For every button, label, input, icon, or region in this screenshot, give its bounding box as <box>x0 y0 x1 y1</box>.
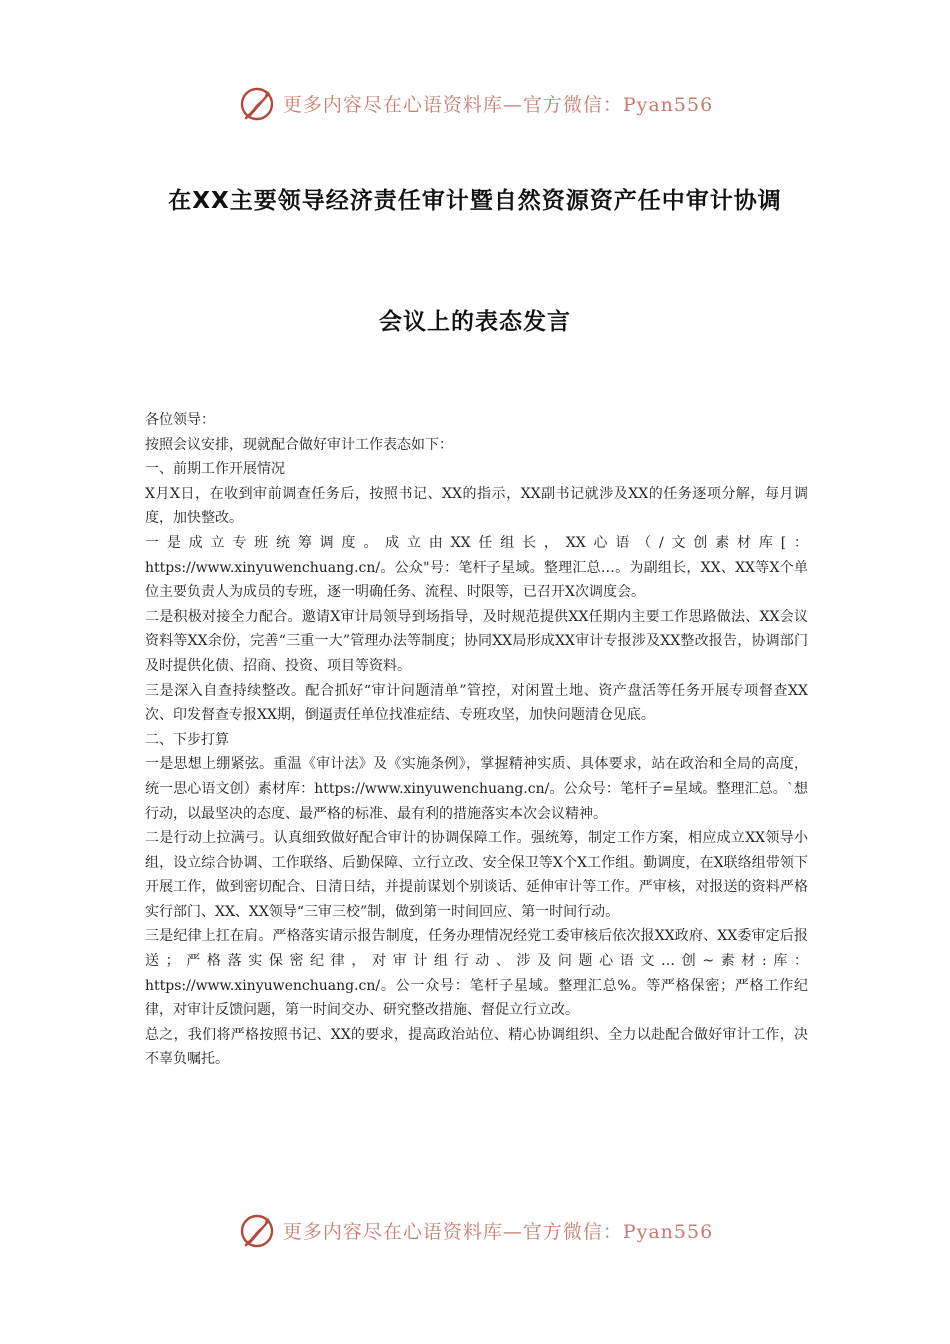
document-title-line-1: 在XX主要领导经济责任审计暨自然资源资产任中审计协调 <box>168 188 782 214</box>
footer-banner <box>0 1205 950 1255</box>
body-paragraph: 二是积极对接全力配合。邀请X审计局领导到场指导，及时规范提供XX任期内主要工作思路做法、XX会议资料等XX余份，完善“三重一大”管理办法等制度；协同XX局形成XX审计专报涉及XX整改报告，协调部门及时提供化债、招商、投资、项目等资料。 <box>145 608 808 674</box>
intro-paragraph: 按照会议安排，现就配合做好审计工作表态如下： <box>145 436 453 453</box>
banner-text: 更多内容尽在心语资料库—官方微信：Pyan556 <box>282 93 714 116</box>
quill-pen-icon <box>237 1210 277 1250</box>
header-banner <box>0 78 950 128</box>
body-paragraph: 二是行动上拉满弓。认真细致做好配合审计的协调保障工作。强统筹，制定工作方案，相应成立XX领导小组，设立综合协调、工作联络、后勤保障、立行立改、安全保卫等X个X工作组。勤调度，在X联络组带领下开展工作，做到密切配合、日清日结，并提前谋划个别谈话、延伸审计等工作。严审核，对报送的资料严格实行部门、XX、XX领导“三审三校”制，做到第一时间回应、第一时间行动。 <box>145 830 808 920</box>
banner-text: 更多内容尽在心语资料库—官方微信：Pyan556 <box>282 1220 714 1243</box>
salutation: 各位领导： <box>145 412 215 428</box>
closing-paragraph: 总之，我们将严格按照书记、XX的要求，提高政治站位、精心协调组织、全力以赴配合做好审计工作，决不辜负嘱托。 <box>145 1026 808 1068</box>
document-title-line-2: 会议上的表态发言 <box>379 309 571 335</box>
section-heading-1: 一、前期工作开展情况 <box>145 461 285 478</box>
body-paragraph: 一是思想上绷紧弦。重温《审计法》及《实施条例》，掌握精神实质、具体要求，站在政治和全局的高度，统一思心语文创）素材库：https://www.xinyuwenchuang.cn/。公众号：笔杆子=星域。整理汇总。`想行动，以最坚决的态度、最严格的标准、最有利的措施落实本次会议精神。 <box>145 756 808 822</box>
section-heading-2: 二、下步打算 <box>145 731 229 748</box>
body-paragraph: 三是深入自查持续整改。配合抓好“审计问题清单”管控，对闲置土地、资产盘活等任务开展专项督查XX次、印发督查专报XX期，倒逼责任单位找准症结、专班攻坚，加快问题清仓见底。 <box>145 682 808 724</box>
document-body <box>145 408 808 1072</box>
body-paragraph: X月X日，在收到审前调查任务后，按照书记、XX的指示，XX副书记就涉及XX的任务逐项分解，每月调度，加快整改。 <box>145 485 808 527</box>
body-paragraph: 三是纪律上扛在肩。严格落实请示报告制度，任务办理情况经党工委审核后依次报XX政府、XX委审定后报送；严格落实保密纪律，对审计组行动、涉及问题心语文…创~素材:库：https://www.xinyuwenchuang.cn/。公一众号：笔杆子星域。整理汇总%。等严格保密；严格工作纪律，对审计反馈问题，第一时间交办、研究整改措施、督促立行立改。 <box>145 928 808 1019</box>
quill-pen-icon <box>237 83 277 123</box>
body-paragraph: 一是成立专班统筹调度。成立由XX任组长，XX心语（/文创素材库[：https://www.xinyuwenchuang.cn/。公众"号：笔杆子星域。整理汇总…。为副组长，XX、XX等X个单位主要负责人为成员的专班，逐一明确任务、流程、时限等，已召开X次调度会。 <box>145 534 808 601</box>
